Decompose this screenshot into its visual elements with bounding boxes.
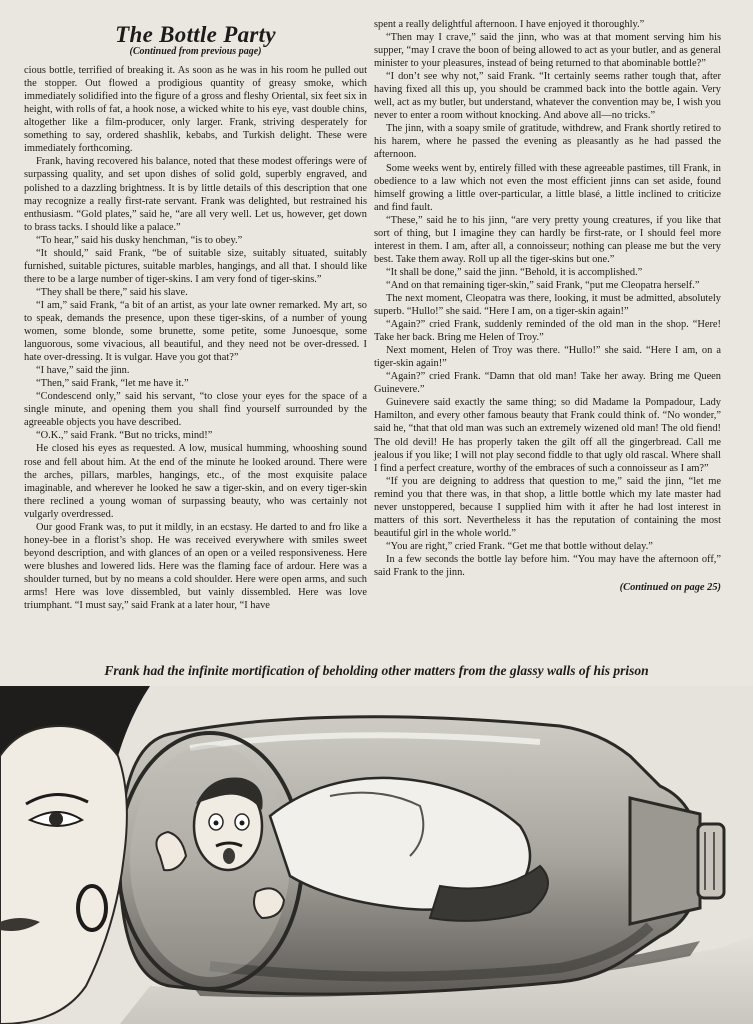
paragraph: “And on that remaining tiger-skin,” said Frank, “put me Cleopatra herself.” bbox=[386, 279, 700, 291]
right-column bbox=[374, 18, 721, 594]
bottle-neck bbox=[630, 798, 700, 924]
paragraph: “If you are deigning to address that question to me,” said the jinn, “let me remind you that there was, in that shop, a little bottle which my late master had never unstoppered, because I supplied him with it after he had lost interest in matters of this sort. Nevertheless it has the reputation of containing the most beautiful girl in the whole world.” bbox=[374, 475, 721, 539]
paragraph: cious bottle, terrified of breaking it. As soon as he was in his room he pulled out the stopper. Out flowed a prodigious quantity of greasy smoke, which immediately solidified into the figure of a gross and fleshy Oriental, six feet six in height, with rolls of fat, a hook nose, a wicked white to his eye, vast double chins, altogether like a film-producer, only larger. Frank, striving desperately for something to say, ordered shashlik, kebabs, and Turkish delight. These were immediately forthcoming. bbox=[24, 65, 367, 155]
paragraph: “I am,” said Frank, “a bit of an artist, as your late owner remarked. My art, so to speak, demands the presence, upon these tiger-skins, of a number of young women, some blonde, some brunette, some petite, some Junoesque, some languorous, some vivacious, all beautiful, and they need not be over-dressed. I hate over-dressing. It is vulgar. Have you got that?” bbox=[24, 299, 367, 364]
paragraph: “Again?” cried Frank. “Damn that old man! Take her away. Bring me Queen Guinevere.” bbox=[374, 371, 721, 396]
continued-note: (Continued on page 25) bbox=[619, 582, 721, 594]
paragraph: The next moment, Cleopatra was there, looking, it must be admitted, absolutely superb. “Hullo!” she said. “Here I am, on a tiger-skin again!” bbox=[374, 292, 721, 318]
paragraph: “They shall be there,” said his slave. bbox=[36, 286, 188, 298]
bottle-cork bbox=[698, 824, 724, 898]
paragraph: He closed his eyes as requested. A low, musical humming, whooshing sound rose and fell about him. At the end of the minute he looked around. There were the arches, pillars, marbles, hangings, etc., of the most exquisite palace imaginable, and wherever he looked he saw a tiger-skin, and on every tiger-skin there reclined a young woman of surpassing beauty, who was certainly not vulgarly overdressed. bbox=[24, 443, 367, 520]
paragraph: “O.K.,” said Frank. “But no tricks, mind!” bbox=[36, 430, 213, 442]
paragraph: Guinevere said exactly the same thing; so did Madame la Pompadour, Lady Hamilton, and every other famous beauty that Frank could think of. “No wonder,” said he, “that that old man was such an extremely wizened old man! The old fiend! The old devil! He has properly taken the gilt off all the gingerbread. Call me jealous if you like; I will not play second fiddle to that ugly old rascal. Where shall I find a perfect creature, worthy of the embraces of such a connoisseur as I am?” bbox=[374, 397, 721, 474]
paragraph: Next moment, Helen of Troy was there. “Hullo!” she said. “Here I am, on a tiger-skin again!” bbox=[374, 345, 721, 370]
paragraph: “I have,” said the jinn. bbox=[36, 365, 130, 377]
paragraph: Some weeks went by, entirely filled with these agreeable pastimes, till Frank, in obedience to a law which not even the most efficient jinns can set aside, found himself growing a little over-particular, a little blasé, a little inclined to criticize and find fault. bbox=[374, 162, 721, 213]
bottle-illustration bbox=[0, 686, 753, 1024]
illustration-caption: Frank had the infinite mortification of beholding other matters from the glassy walls of his prison bbox=[104, 663, 649, 678]
paragraph: Our good Frank was, to put it mildly, in an ecstasy. He darted to and fro like a honey-bee in a florist’s shop. He was received everywhere with smiles sweet beyond description, and with glances of an open or a veiled responsiveness. Here were blushes and lowered lids. Here was the flaming face of ardour. Here was a shoulder turned, but by no means a cold shoulder. Here were open arms, and such arms! Here was love dissembled, but vainly dissembled. Here was love triumphant. “I must say,” said Frank at a later hour, “I have bbox=[24, 521, 367, 612]
paragraph: “Condescend only,” said his servant, “to close your eyes for the space of a single minute, and opening them you shall find yourself surrounded by the agreeable objects you have described. bbox=[24, 391, 367, 429]
paragraph: “Then,” said Frank, “let me have it.” bbox=[36, 378, 189, 390]
paragraph: “You are right,” cried Frank. “Get me that bottle without delay.” bbox=[386, 540, 653, 552]
paragraph: “It should,” said Frank, “be of suitable size, suitably situated, suitably furnished, suitable pictures, suitable marbles, hangings, and all that. I should like there to be a large number of tiger-skins. I am very fond of tiger-skins.” bbox=[24, 247, 367, 285]
paragraph: spent a really delightful afternoon. I have enjoyed it thoroughly.” bbox=[374, 19, 645, 30]
paragraph: In a few seconds the bottle lay before him. “You may have the afternoon off,” said Frank to the jinn. bbox=[374, 553, 721, 578]
paragraph: The jinn, with a soapy smile of gratitude, withdrew, and Frank shortly retired to his harem, where he passed the evening as pleasantly as he had passed the afternoon. bbox=[374, 123, 721, 161]
paragraph: “These,” said he to his jinn, “are very pretty young creatures, if you like that sort of thing, but I imagine they can hardly be first-rate, or I should feel more interest in them. I am, after all, a connoisseur; nothing can please me but the very best. Take them away. Roll up all the tiger-skins but one.” bbox=[374, 214, 721, 265]
article-subtitle: (Continued from previous page) bbox=[129, 46, 262, 58]
paragraph: “It shall be done,” said the jinn. “Behold, it is accomplished.” bbox=[386, 266, 643, 278]
paragraph: “To hear,” said his dusky henchman, “is to obey.” bbox=[36, 234, 243, 246]
paragraph: “I don’t see why not,” said Frank. “It certainly seems rather tough that, after having fixed all this up, you should be crammed back into the bottle again. Very well, act as my butler, but understand, whatever the convention may be, I wish you never to enter a room without knocking. And above all—no tricks.” bbox=[374, 71, 721, 122]
left-column bbox=[24, 0, 367, 612]
paragraph: Frank, having recovered his balance, noted that these modest offerings were of surpassing quality, and set upon dishes of solid gold, superbly engraved, and polished to a dazzling brightness. It is by little details of this description that one may recognize a really first-rate servant. Frank was delighted, but restrained his enthusiasm. “Gold plates,” said he, “are all very well. Let us, however, get down to brass tacks. I should like a palace.” bbox=[24, 156, 367, 233]
paragraph: “Then may I crave,” said the jinn, who was at that moment serving him his supper, “may I crave the boon of being allowed to act as your butler, and as general minister to your pleasures, instead of being returned to that abominable bottle?” bbox=[374, 32, 721, 70]
article-title: The Bottle Party bbox=[115, 22, 276, 47]
paragraph: “Again?” cried Frank, suddenly reminded of the old man in the shop. “Here! Take her back. Bring me Helen of Troy.” bbox=[374, 319, 721, 344]
